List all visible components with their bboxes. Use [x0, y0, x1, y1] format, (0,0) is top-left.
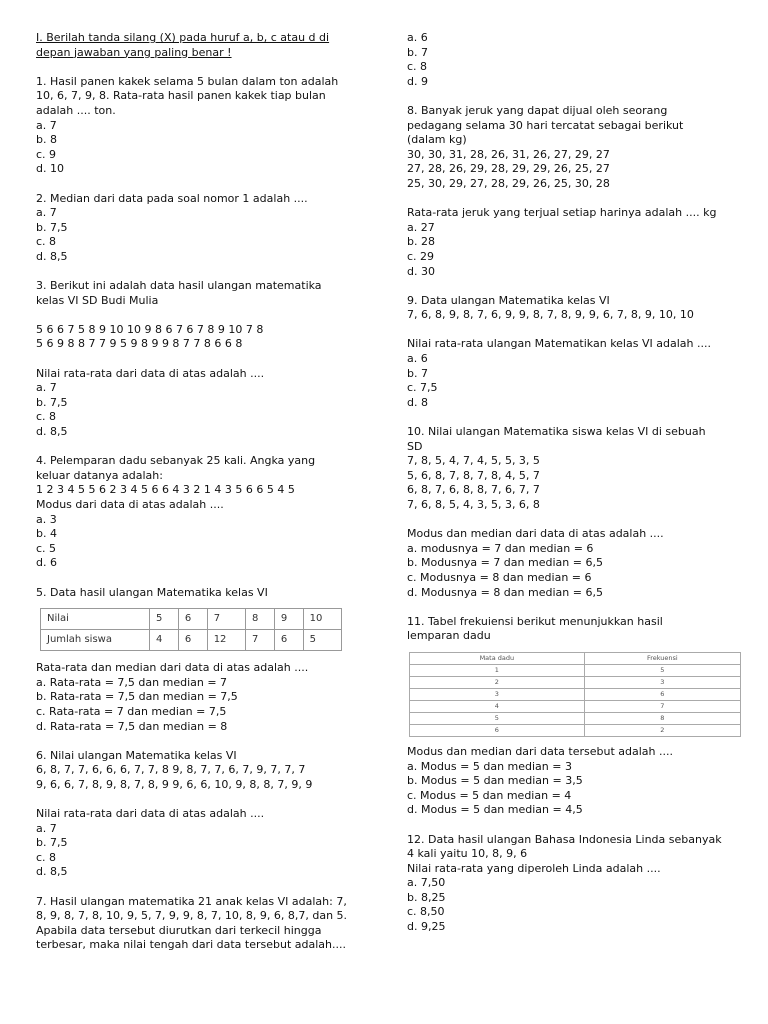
option-c[interactable]: c. 8 — [407, 60, 428, 74]
option-d[interactable]: d. 10 — [36, 162, 64, 176]
data-line: 9, 6, 6, 7, 8, 9, 8, 7, 8, 9 9, 6, 6, 10, 9, 8, 8, 7, 9, 9 — [36, 777, 313, 791]
question-text: 8, 9, 8, 7, 8, 10, 9, 5, 7, 9, 9, 8, 7, 10, 8, 9, 6, 8,7, dan 5. — [36, 909, 348, 923]
table-row — [410, 664, 741, 676]
table-cell: Jumlah siswa — [41, 630, 150, 651]
option-a[interactable]: a. 6 — [407, 352, 428, 366]
question-7-options — [407, 31, 742, 89]
option-c[interactable]: c. 5 — [36, 541, 57, 555]
table-cell: 5 — [150, 609, 179, 630]
question-text: 8. Banyak jeruk yang dapat dijual oleh seorang — [407, 103, 668, 117]
question-4 — [36, 454, 376, 571]
table-cell: 7 — [207, 609, 245, 630]
table-cell: 10 — [303, 609, 341, 630]
data-line: 7, 6, 8, 5, 4, 3, 5, 3, 6, 8 — [407, 498, 540, 511]
data-line: 27, 28, 26, 29, 28, 29, 29, 26, 25, 27 — [407, 162, 610, 176]
option-b[interactable]: b. Modusnya = 7 dan median = 6,5 — [407, 556, 603, 570]
question-1 — [36, 75, 376, 177]
question-text: Apabila data tersebut diurutkan dari terkecil hingga — [36, 923, 322, 937]
frequency-table — [409, 652, 741, 737]
question-text: (dalam kg) — [407, 133, 467, 147]
question-7 — [36, 895, 376, 953]
question-8 — [407, 104, 742, 279]
table-cell: 3 — [410, 688, 585, 700]
right-column — [407, 31, 742, 935]
option-c[interactable]: c. 8 — [36, 410, 57, 424]
instruction-line: I. Berilah tanda silang (X) pada huruf a, b, c atau d di — [36, 31, 330, 44]
option-b[interactable]: b. 4 — [36, 527, 57, 541]
table-cell: 8 — [245, 609, 274, 630]
option-b[interactable]: b. Modus = 5 dan median = 3,5 — [407, 774, 583, 788]
question-text: kelas VI SD Budi Mulia — [36, 293, 159, 307]
data-line: 5, 6, 8, 7, 8, 7, 8, 4, 5, 7 — [407, 468, 540, 482]
option-a[interactable]: a. 7,50 — [407, 876, 446, 890]
question-text: 4 kali yaitu 10, 8, 9, 6 — [407, 847, 528, 861]
table-row — [410, 712, 741, 724]
option-d[interactable]: d. 8 — [407, 395, 428, 409]
question-text: Nilai rata-rata yang diperoleh Linda adalah .... — [407, 861, 661, 875]
question-text: Nilai rata-rata ulangan Matematikan kelas VI adalah .... — [407, 337, 711, 351]
instruction-line: depan jawaban yang paling benar ! — [36, 45, 232, 59]
question-text: Modus dan median dari data tersebut adalah .... — [407, 744, 673, 758]
question-text: 2. Median dari data pada soal nomor 1 adalah .... — [36, 191, 308, 205]
option-a[interactable]: a. 7 — [36, 206, 57, 220]
question-text: 1. Hasil panen kakek selama 5 bulan dalam ton adalah — [36, 74, 339, 88]
table-cell: 6 — [584, 688, 740, 700]
option-b[interactable]: b. 7 — [407, 45, 428, 59]
question-text: Modus dari data di atas adalah .... — [36, 498, 224, 511]
table-cell: 12 — [207, 630, 245, 651]
option-c[interactable]: c. Modusnya = 8 dan median = 6 — [407, 570, 592, 584]
option-d[interactable]: d. 8,5 — [36, 865, 68, 879]
question-text: lemparan dadu — [407, 629, 491, 643]
option-a[interactable]: a. modusnya = 7 dan median = 6 — [407, 541, 594, 555]
table-row — [410, 724, 741, 736]
question-text: Nilai rata-rata dari data di atas adalah .... — [36, 366, 265, 380]
option-a[interactable]: a. 7 — [36, 118, 57, 132]
table-cell: 5 — [410, 712, 585, 724]
table-cell: Nilai — [41, 609, 150, 630]
option-b[interactable]: b. 7,5 — [36, 395, 68, 409]
table-cell: 4 — [150, 630, 179, 651]
option-b[interactable]: b. 7,5 — [36, 836, 68, 850]
table-cell: 5 — [584, 664, 740, 676]
table-cell: 9 — [274, 609, 303, 630]
table-row — [410, 688, 741, 700]
table-cell: 1 — [410, 664, 585, 676]
question-text: 10. Nilai ulangan Matematika siswa kelas VI di sebuah — [407, 425, 706, 439]
table-cell: 8 — [584, 712, 740, 724]
option-c[interactable]: c. 7,5 — [407, 381, 438, 395]
option-d[interactable]: d. Rata-rata = 7,5 dan median = 8 — [36, 719, 228, 733]
question-11 — [407, 615, 742, 818]
option-c[interactable]: c. 8,50 — [407, 905, 445, 919]
option-c[interactable]: c. 8 — [36, 235, 57, 249]
table-cell: 6 — [178, 609, 207, 630]
table-header-row — [410, 652, 741, 664]
question-text: 7. Hasil ulangan matematika 21 anak kelas VI adalah: 7, — [36, 894, 347, 908]
option-b[interactable]: b. 7 — [407, 366, 428, 380]
table-cell: 6 — [274, 630, 303, 651]
option-c[interactable]: c. 8 — [36, 850, 57, 864]
question-text: 11. Tabel frekuiensi berikut menunjukkan hasil — [407, 614, 663, 628]
table-cell: 7 — [245, 630, 274, 651]
table-cell: 7 — [584, 700, 740, 712]
data-line: 6, 8, 7, 7, 6, 6, 6, 7, 7, 8 9, 8, 7, 7, 6, 7, 9, 7, 7, 7 — [36, 763, 306, 777]
question-text: keluar datanya adalah: — [36, 468, 163, 482]
question-3 — [36, 279, 376, 440]
option-b[interactable]: b. 8,25 — [407, 890, 446, 904]
table-header: Frekuensi — [584, 652, 740, 664]
question-2 — [36, 192, 376, 265]
option-c[interactable]: c. Rata-rata = 7 dan median = 7,5 — [36, 704, 227, 718]
table-cell: 6 — [178, 630, 207, 651]
question-text: SD — [407, 439, 423, 453]
option-c[interactable]: c. 9 — [36, 147, 57, 161]
option-d[interactable]: d. 9,25 — [407, 920, 446, 934]
option-b[interactable]: b. 8 — [36, 133, 57, 147]
option-c[interactable]: c. 29 — [407, 249, 435, 263]
table-cell: 2 — [584, 724, 740, 736]
data-line: 30, 30, 31, 28, 26, 31, 26, 27, 29, 27 — [407, 147, 610, 161]
question-text: 10, 6, 7, 9, 8. Rata-rata hasil panen kakek tiap bulan — [36, 89, 326, 103]
table-cell: 3 — [584, 676, 740, 688]
question-text: adalah .... ton. — [36, 103, 116, 117]
table-cell: 6 — [410, 724, 585, 736]
table-row — [410, 676, 741, 688]
data-line: 1 2 3 4 5 5 6 2 3 4 5 6 6 4 3 2 1 4 3 5 6 6 5 4 5 — [36, 483, 295, 497]
question-12 — [407, 833, 742, 935]
table-cell: 2 — [410, 676, 585, 688]
question-text: 12. Data hasil ulangan Bahasa Indonesia Linda sebanyak — [407, 832, 722, 846]
option-d[interactable]: d. 30 — [407, 264, 435, 278]
option-d[interactable]: d. 6 — [36, 556, 57, 570]
option-b[interactable]: b. 7,5 — [36, 220, 68, 234]
option-a[interactable]: a. 3 — [36, 512, 57, 526]
data-line: 7, 6, 8, 9, 8, 7, 6, 9, 9, 8, 7, 8, 9, 9, 6, 7, 8, 9, 10, 10 — [407, 308, 694, 322]
question-10 — [407, 425, 742, 600]
data-line: 7, 8, 5, 4, 7, 4, 5, 5, 3, 5 — [407, 454, 540, 468]
instruction — [36, 31, 376, 60]
option-c[interactable]: c. Modus = 5 dan median = 4 — [407, 788, 572, 802]
question-text: 4. Pelemparan dadu sebanyak 25 kali. Angka yang — [36, 454, 316, 468]
question-text: 5. Data hasil ulangan Matematika kelas VI — [36, 585, 268, 599]
left-column — [36, 31, 376, 953]
option-d[interactable]: d. 8,5 — [36, 249, 68, 263]
data-line: 5 6 9 8 8 7 7 9 5 9 8 9 9 8 7 7 8 6 6 8 — [36, 337, 243, 351]
option-d[interactable]: d. Modusnya = 8 dan median = 6,5 — [407, 585, 603, 599]
option-a[interactable]: a. 27 — [407, 220, 435, 234]
table-row — [41, 630, 342, 651]
question-text: 6. Nilai ulangan Matematika kelas VI — [36, 748, 237, 762]
table-cell: 4 — [410, 700, 585, 712]
question-5 — [36, 586, 376, 735]
data-line: 6, 8, 7, 6, 8, 8, 7, 6, 7, 7 — [407, 483, 540, 497]
option-a[interactable]: a. 6 — [407, 31, 428, 44]
option-b[interactable]: b. 28 — [407, 235, 435, 249]
option-d[interactable]: d. Modus = 5 dan median = 4,5 — [407, 803, 583, 817]
question-text: Nilai rata-rata dari data di atas adalah .... — [36, 807, 265, 821]
data-line: 5 6 6 7 5 8 9 10 10 9 8 6 7 6 7 8 9 10 7 8 — [36, 322, 264, 336]
table-header: Mata dadu — [410, 652, 585, 664]
option-a[interactable]: a. 7 — [36, 381, 57, 395]
question-text: terbesar, maka nilai tengah dari data tersebut adalah.... — [36, 938, 346, 952]
score-table — [40, 608, 342, 651]
option-a[interactable]: a. Rata-rata = 7,5 dan median = 7 — [36, 675, 228, 689]
question-6 — [36, 749, 376, 880]
question-9 — [407, 294, 742, 411]
question-text: 9. Data ulangan Matematika kelas VI — [407, 293, 610, 307]
question-text: Rata-rata dan median dari data di atas adalah .... — [36, 661, 309, 675]
data-line: 25, 30, 29, 27, 28, 29, 26, 25, 30, 28 — [407, 176, 610, 190]
question-text: 3. Berikut ini adalah data hasil ulangan matematika — [36, 279, 322, 293]
option-b[interactable]: b. Rata-rata = 7,5 dan median = 7,5 — [36, 690, 238, 704]
option-a[interactable]: a. 7 — [36, 821, 57, 835]
option-d[interactable]: d. 8,5 — [36, 425, 68, 439]
option-d[interactable]: d. 9 — [407, 74, 428, 88]
table-row — [41, 609, 342, 630]
question-text: pedagang selama 30 hari tercatat sebagai berikut — [407, 118, 684, 132]
table-cell: 5 — [303, 630, 341, 651]
question-text: Modus dan median dari data di atas adalah .... — [407, 527, 664, 541]
table-row — [410, 700, 741, 712]
question-text: Rata-rata jeruk yang terjual setiap harinya adalah .... kg — [407, 206, 717, 220]
option-a[interactable]: a. Modus = 5 dan median = 3 — [407, 759, 572, 773]
